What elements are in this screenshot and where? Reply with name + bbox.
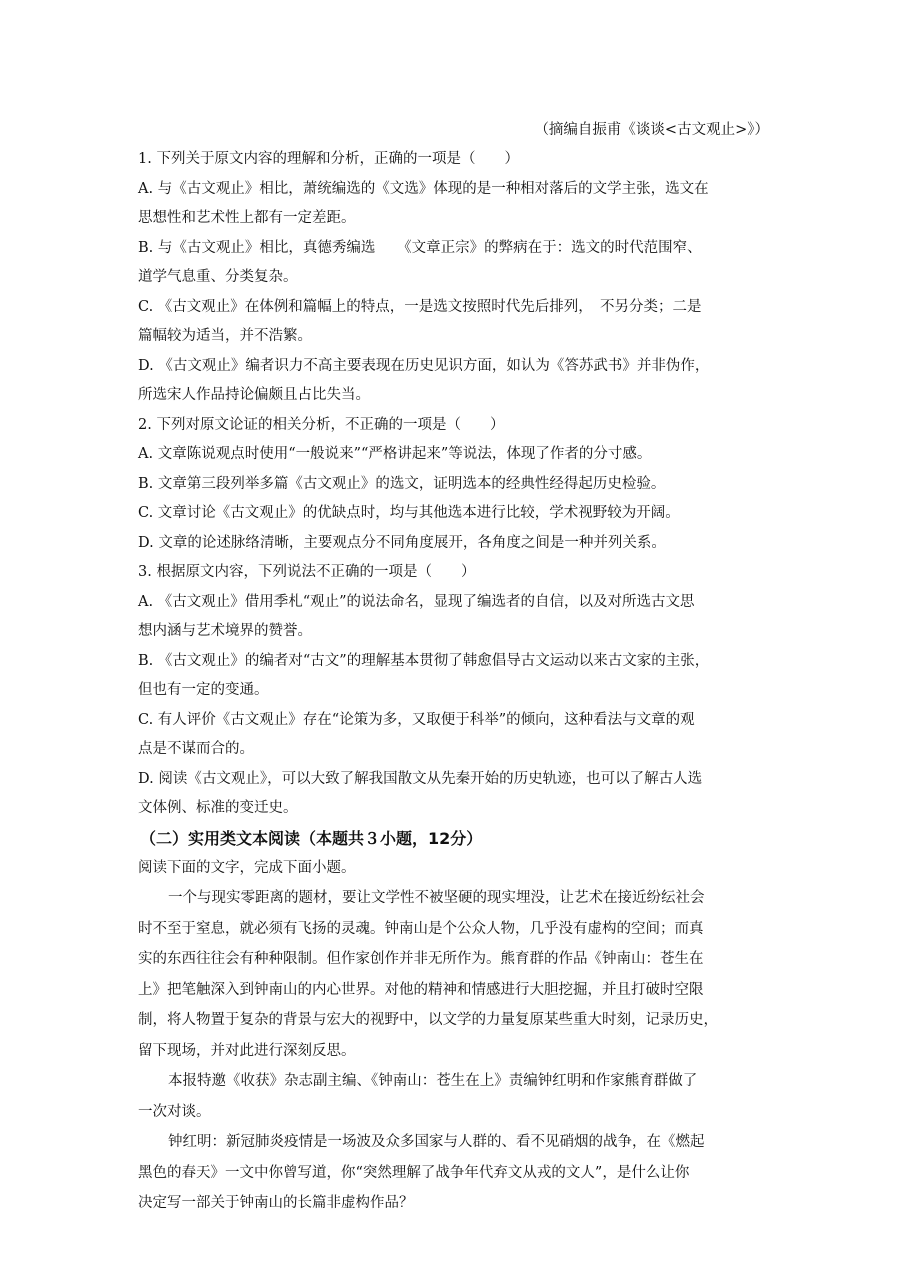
option-line: C. 有人评价《古文观止》存在“论策为多，又取便于科举”的倾向，这种看法与文章的观 bbox=[138, 711, 695, 728]
passage-paragraph bbox=[138, 1127, 774, 1219]
passage-line: 黑色的春天》一文中你曾写道，你“突然理解了战争年代弃文从戎的文人”，是什么让你 bbox=[138, 1164, 690, 1181]
option-line: D. 文章的论述脉络清晰，主要观点分不同角度展开，各角度之间是一种并列关系。 bbox=[138, 534, 666, 551]
option-line: A. 与《古文观止》相比，萧统编选的《文选》体现的是一种相对落后的文学主张，选文在 bbox=[138, 180, 709, 197]
question-3 bbox=[138, 558, 774, 824]
passage-line: 本报特邀《收获》杂志副主编、《钟南山：苍生在上》责编钟红明和作家熊育群做了 bbox=[168, 1073, 698, 1089]
passage-line: 钟红明：新冠肺炎疫情是一场波及众多国家与人群的、看不见硝烟的战争，在《燃起 bbox=[168, 1134, 705, 1150]
answer-option bbox=[138, 647, 774, 706]
passage-line: 一个与现实零距离的题材，要让文学性不被坚硬的现实埋没，让艺术在接近纷纭社会 bbox=[168, 890, 705, 906]
option-line: B. 与《古文观止》相比，真德秀编选 《文章正宗》的弊病在于：选文的时代范围窄、 bbox=[138, 239, 702, 256]
question-2 bbox=[138, 411, 774, 559]
answer-option bbox=[138, 765, 774, 824]
passage-paragraph bbox=[138, 883, 774, 1066]
passage-line: 一次对谈。 bbox=[138, 1103, 211, 1120]
answer-option bbox=[138, 499, 774, 529]
option-line: A. 《古文观止》借用季札“观止”的说法命名，显现了编选者的自信，以及对所选古文思 bbox=[138, 593, 695, 610]
option-line: D. 《古文观止》编者识力不高主要表现在历史见识方面，如认为《答苏武书》并非伪作， bbox=[138, 357, 710, 374]
question-stem: 3. 根据原文内容，下列说法不正确的一项是（ ） bbox=[138, 564, 476, 580]
passage-line: 制，将人物置于复杂的背景与宏大的视野中，以文学的力量复原某些重大时刻，记录历史， bbox=[138, 1012, 718, 1028]
answer-option bbox=[138, 234, 774, 293]
option-line: A. 文章陈说观点时使用“一般说来”“严格讲起来”等说法，体现了作者的分寸感。 bbox=[138, 446, 652, 462]
question-stem: 2. 下列对原文论证的相关分析，不正确的一项是（ ） bbox=[138, 416, 505, 433]
question-1 bbox=[138, 145, 774, 411]
answer-option bbox=[138, 293, 774, 352]
answer-option bbox=[138, 529, 774, 559]
option-line: 道学气息重、分类复杂。 bbox=[138, 269, 298, 285]
passage-line: 时不至于窒息，就必须有飞扬的灵魂。钟南山是个公众人物，几乎没有虚构的空间；而真 bbox=[138, 920, 704, 937]
answer-option bbox=[138, 706, 774, 765]
option-line: 思想性和艺术性上都有一定差距。 bbox=[138, 210, 356, 226]
option-line: 但也有一定的变通。 bbox=[138, 682, 269, 698]
reading-instruction: 阅读下面的文字，完成下面小题。 bbox=[138, 859, 356, 876]
option-line: 所选宋人作品持论偏颇且占比失当。 bbox=[138, 387, 370, 403]
passage-line: 实的东西往往会有种种限制。但作家创作并非无所作为。熊育群的作品《钟南山：苍生在 bbox=[138, 951, 704, 967]
answer-option bbox=[138, 588, 774, 647]
source-note: （摘编自振甫《谈谈<古文观止>》） bbox=[534, 122, 769, 138]
passage-paragraph bbox=[138, 1066, 774, 1127]
document-content bbox=[138, 145, 774, 1219]
answer-option bbox=[138, 440, 774, 470]
option-line: C. 文章讨论《古文观止》的优缺点时，均与其他选本进行比较，学术视野较为开阔。 bbox=[138, 505, 680, 521]
section-title: （二）实用类文本阅读（本题共３小题，12分） bbox=[140, 828, 483, 848]
option-line: 点是不谋而合的。 bbox=[138, 741, 254, 757]
answer-option bbox=[138, 175, 774, 234]
option-line: D. 阅读《古文观止》，可以大致了解我国散文从先秦开始的历史轨迹，也可以了解古人选 bbox=[138, 770, 703, 787]
passage-line: 上》把笔触深入到钟南山的内心世界。对他的精神和情感进行大胆挖掘，并且打破时空限 bbox=[138, 981, 704, 998]
question-stem: 1. 下列关于原文内容的理解和分析，正确的一项是（ ） bbox=[138, 151, 519, 167]
option-line: 想内涵与艺术境界的赞誉。 bbox=[138, 623, 312, 639]
passage bbox=[138, 883, 774, 1219]
passage-line: 决定写一部关于钟南山的长篇非虚构作品？ bbox=[138, 1195, 414, 1211]
passage-line: 留下现场，并对此进行深刻反思。 bbox=[138, 1042, 356, 1059]
question-list bbox=[138, 145, 774, 824]
answer-option bbox=[138, 352, 774, 411]
answer-option bbox=[138, 470, 774, 500]
option-line: B. 文章第三段列举多篇《古文观止》的选文，证明选本的经典性经得起历史检验。 bbox=[138, 475, 666, 492]
option-line: 篇幅较为适当，并不浩繁。 bbox=[138, 328, 312, 344]
option-line: 文体例、标准的变迁史。 bbox=[138, 800, 298, 816]
option-line: C. 《古文观止》在体例和篇幅上的特点，一是选文按照时代先后排列， 不另分类；二是 bbox=[138, 298, 702, 315]
option-line: B. 《古文观止》的编者对“古文”的理解基本贯彻了韩愈倡导古文运动以来古文家的主张， bbox=[138, 652, 710, 669]
